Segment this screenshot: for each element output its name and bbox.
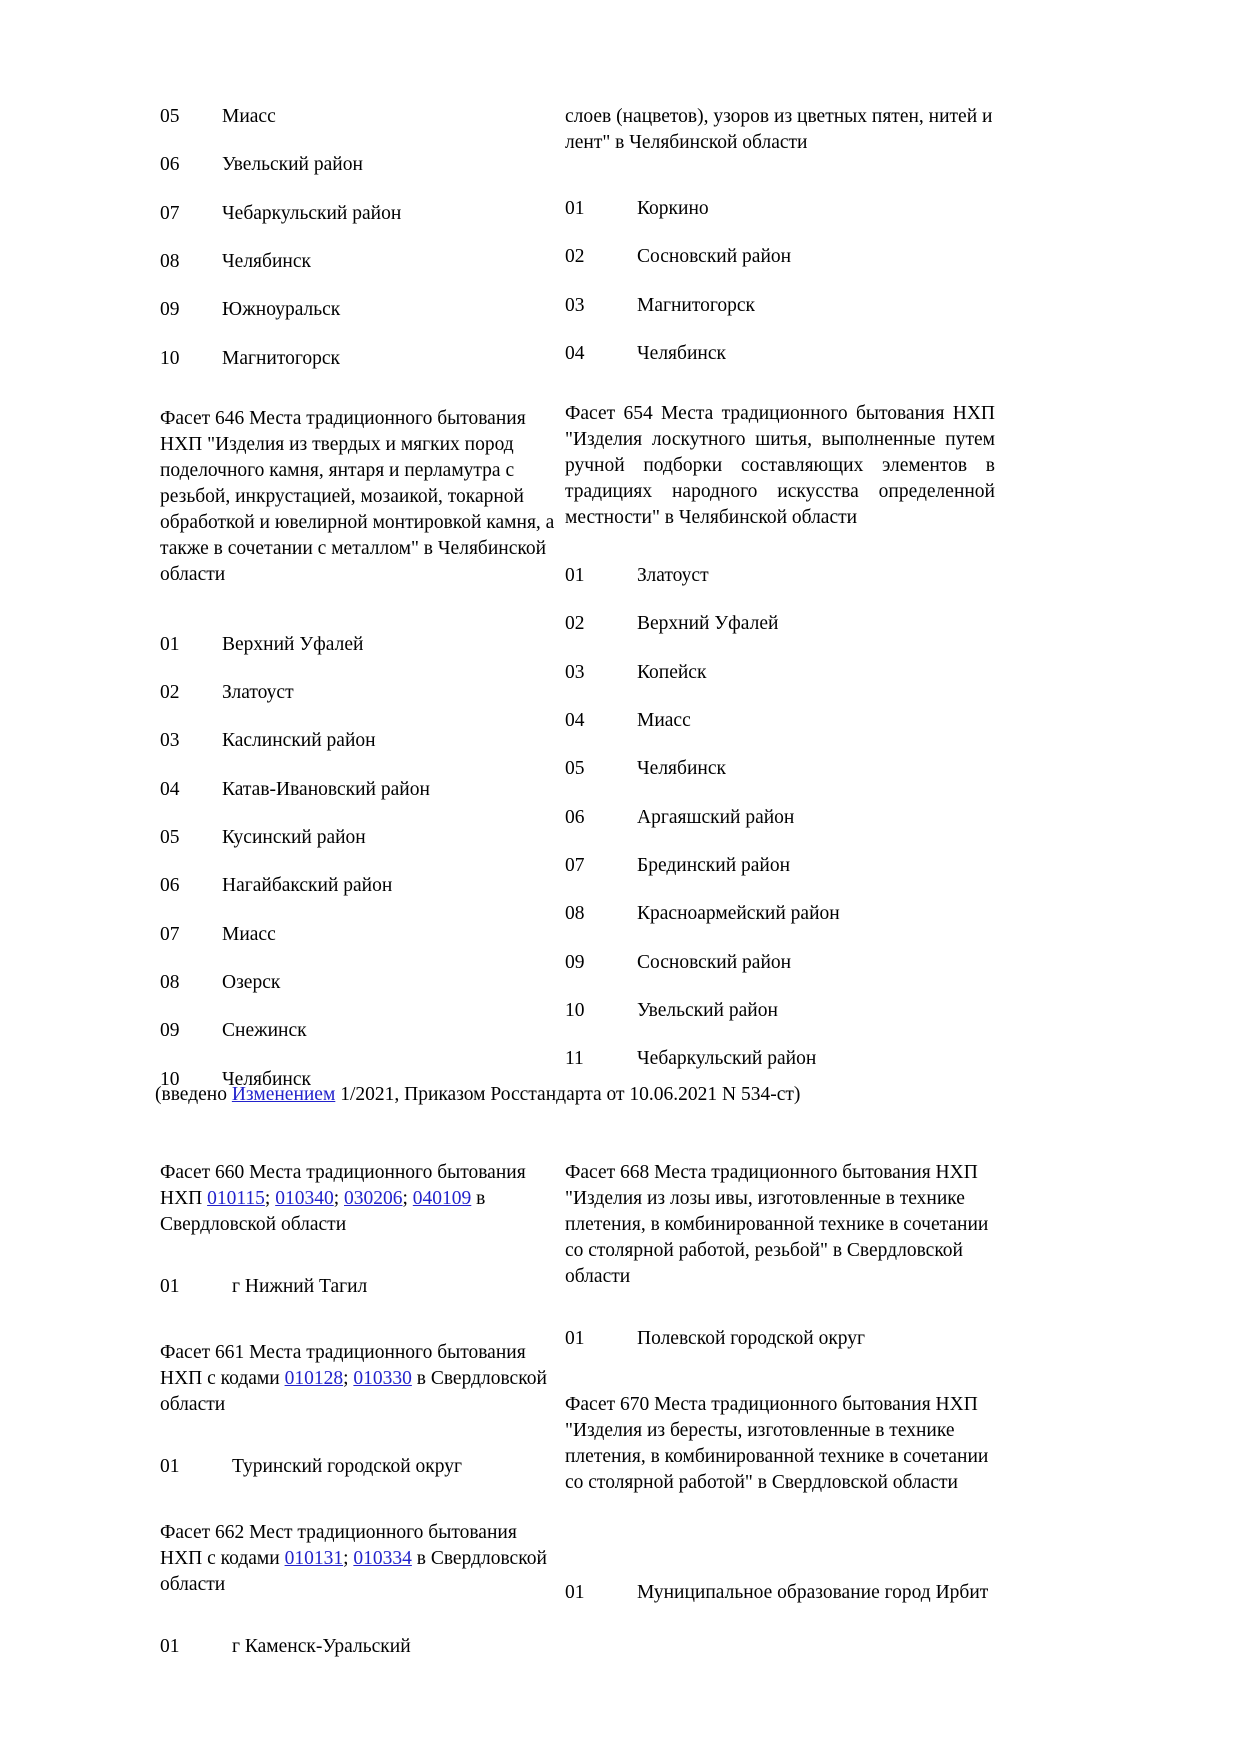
item-code: 06	[565, 806, 585, 828]
facet-670-description: Фасет 670 Места традиционного бытования НХП "Изделия из бересты, изготовленные в технике плетения, в комбинированной технике в сочетании со столярной работой" в Свердловской области	[565, 1393, 989, 1493]
item-name: Брединский район	[637, 854, 791, 876]
item-name: Чебаркульский район	[222, 202, 402, 224]
item-code: 09	[160, 1020, 180, 1042]
item-name: Туринский городской округ	[232, 1455, 462, 1477]
list-item	[565, 1326, 995, 1351]
item-name: Миасс	[222, 106, 276, 127]
item-code: 07	[160, 202, 180, 224]
top-right-column	[565, 104, 995, 1095]
facet-660-codes: 010115; 010340; 030206; 040109	[207, 1187, 472, 1209]
okpd-code-link[interactable]: 040109	[412, 1187, 472, 1209]
list-item	[160, 152, 560, 177]
amendment-note	[155, 1082, 1055, 1107]
item-code: 01	[160, 1635, 180, 1657]
facet-662-part1: Фасет 662 Мест традиционного бытования НХП с кодами	[160, 1522, 517, 1570]
list-item	[160, 1454, 555, 1479]
amendment-suffix: 1/2021, Приказом Росстандарта от 10.06.2021 N 534-ст)	[335, 1084, 801, 1105]
item-name: Коркино	[637, 197, 709, 219]
facet-661-codes: 010128; 010330	[284, 1368, 412, 1390]
list-item	[565, 611, 995, 636]
item-code: 09	[160, 299, 180, 321]
item-code: 03	[565, 294, 585, 316]
list-item	[160, 346, 560, 371]
okpd-code-link[interactable]: 010115	[207, 1187, 265, 1209]
facet-646-description: Фасет 646 Места традиционного бытования НХП "Изделия из твердых и мягких пород поделочного камня, янтаря и перламутра с резьбой, инкрустацией, мозаикой, токарной обработкой и ювелирной монтировкой камня, а также в сочетании с металлом" в Челябинской области	[160, 408, 555, 585]
item-name: Сосновский район	[637, 246, 792, 268]
okpd-code-link[interactable]: 030206	[344, 1187, 403, 1209]
list-item	[160, 201, 560, 226]
list-item	[160, 104, 560, 129]
item-name: Нагайбакский район	[222, 875, 393, 897]
item-name: Полевской городской округ	[637, 1327, 866, 1349]
item-code: 01	[160, 1455, 180, 1477]
list-item	[160, 873, 560, 898]
item-name: Снежинск	[222, 1020, 307, 1042]
item-code: 07	[160, 923, 180, 945]
item-code: 11	[565, 1048, 584, 1070]
item-name: Увельский район	[222, 154, 363, 176]
item-code: 04	[160, 778, 180, 800]
item-name: г Нижний Тагил	[232, 1275, 368, 1297]
facet-661-description	[160, 1340, 555, 1418]
list-item	[160, 680, 560, 705]
list-item	[565, 293, 995, 318]
list-item	[565, 563, 995, 588]
list-item	[160, 970, 560, 995]
facet-668-description: Фасет 668 Места традиционного бытования НХП "Изделия из лозы ивы, изготовленные в технике плетения, в комбинированной технике в сочетании со столярной работой, резьбой" в Свердловской области	[565, 1162, 989, 1287]
item-name: Миасс	[637, 709, 691, 731]
facet-654-list	[565, 563, 995, 1072]
item-code: 04	[565, 342, 585, 364]
item-code: 02	[565, 246, 585, 268]
list-item	[565, 660, 995, 685]
list-item	[160, 297, 560, 322]
item-code: 04	[565, 709, 585, 731]
item-code: 08	[565, 903, 585, 925]
item-name: Магнитогорск	[222, 347, 341, 369]
item-name: Златоуст	[637, 564, 709, 586]
list-item	[565, 196, 995, 221]
item-code: 10	[565, 999, 585, 1021]
item-code: 06	[160, 875, 180, 897]
item-name: Челябинск	[637, 342, 726, 364]
facet-662-description	[160, 1520, 555, 1598]
item-code: 01	[565, 197, 585, 219]
item-code: 10	[160, 1068, 180, 1090]
item-name: Красноармейский район	[637, 903, 840, 925]
item-name: Южноуральск	[222, 299, 341, 321]
item-code: 07	[565, 854, 585, 876]
item-name: Челябинск	[222, 251, 311, 273]
item-code: 01	[565, 564, 585, 586]
facet-660-part1: Фасет 660 Места традиционного бытования НХП	[160, 1162, 526, 1209]
list-item	[565, 901, 995, 926]
okpd-code-link[interactable]: 010330	[353, 1368, 412, 1390]
facet-continuation-text: слоев (нацветов), узоров из цветных пятен, нитей и лент" в Челябинской области	[565, 106, 993, 153]
item-name: Миасс	[222, 923, 276, 945]
item-name: Челябинск	[222, 1068, 311, 1090]
item-code: 01	[160, 1275, 180, 1297]
item-code: 02	[160, 681, 180, 703]
item-code: 01	[160, 633, 180, 655]
okpd-code-link[interactable]: 010340	[275, 1187, 334, 1209]
facet-646-list	[160, 632, 560, 1092]
facet-661-part1: Фасет 661 Места традиционного бытования НХП с кодами	[160, 1342, 526, 1390]
item-code: 03	[565, 661, 585, 683]
region-list-continued	[160, 104, 560, 371]
facet-654-description: Фасет 654 Места традиционного бытования НХП "Изделия лоскутного шитья, выполненные путем ручной подборки составляющих элементов в традициях народного искусства определенной местности" в Челябинской области	[565, 403, 995, 528]
item-name: Златоуст	[222, 681, 294, 703]
top-left-column	[160, 104, 560, 1115]
item-name: Челябинск	[637, 758, 726, 780]
item-name: г Каменск-Уральский	[232, 1635, 411, 1657]
item-code: 09	[565, 951, 585, 973]
list-item	[160, 632, 560, 657]
list-item	[160, 922, 560, 947]
list-item	[160, 1634, 555, 1659]
amendment-prefix: (введено	[155, 1084, 232, 1105]
item-code: 05	[160, 826, 180, 848]
list-item	[565, 1046, 995, 1071]
amendment-link[interactable]: Изменением	[231, 1084, 336, 1105]
item-name: Кусинский район	[222, 826, 366, 848]
item-name: Катав-Ивановский район	[222, 778, 430, 800]
list-item	[160, 1274, 555, 1299]
list-item	[565, 244, 995, 269]
item-name: Чебаркульский район	[637, 1048, 817, 1070]
item-name: Копейск	[637, 661, 707, 683]
item-code: 10	[160, 347, 180, 369]
item-code: 05	[160, 106, 180, 127]
item-name: Верхний Уфалей	[222, 633, 364, 655]
item-name: Каслинский район	[222, 730, 376, 752]
bottom-left-column	[160, 1160, 555, 1682]
list-item	[565, 805, 995, 830]
item-code: 03	[160, 730, 180, 752]
item-name: Муниципальное образование город Ирбит	[637, 1581, 989, 1603]
list-item	[565, 341, 995, 366]
item-code: 08	[160, 971, 180, 993]
facet-660-part2: в Свердловской области	[160, 1187, 486, 1235]
bottom-right-column	[565, 1160, 995, 1628]
item-name: Магнитогорск	[637, 294, 756, 316]
list-item	[565, 998, 995, 1023]
okpd-code-link[interactable]: 010334	[353, 1548, 412, 1570]
item-code: 05	[565, 758, 585, 780]
list-item	[565, 756, 995, 781]
item-name: Озерск	[222, 971, 281, 993]
facet-661-part2: в Свердловской области	[160, 1368, 547, 1415]
facet-660-description	[160, 1160, 555, 1238]
okpd-code-link[interactable]: 010131	[284, 1548, 344, 1570]
item-name: Верхний Уфалей	[637, 613, 779, 635]
list-item	[565, 708, 995, 733]
list-item	[160, 825, 560, 850]
item-code: 01	[565, 1327, 585, 1349]
item-code: 01	[565, 1581, 585, 1603]
facet-662-codes: 010131; 010334	[284, 1548, 412, 1570]
item-name: Сосновский район	[637, 951, 792, 973]
item-code: 02	[565, 613, 585, 635]
item-name: Увельский район	[637, 999, 778, 1021]
item-code: 06	[160, 154, 180, 176]
item-code: 08	[160, 251, 180, 273]
facet-662-part2: в Свердловской области	[160, 1548, 547, 1596]
facet-648-list	[565, 196, 995, 366]
list-item	[160, 1018, 560, 1043]
list-item	[565, 853, 995, 878]
okpd-code-link[interactable]: 010128	[284, 1368, 344, 1390]
list-item	[565, 1580, 995, 1605]
list-item	[160, 249, 560, 274]
item-name: Аргаяшский район	[637, 806, 795, 828]
list-item	[160, 777, 560, 802]
list-item	[565, 950, 995, 975]
list-item	[160, 728, 560, 753]
